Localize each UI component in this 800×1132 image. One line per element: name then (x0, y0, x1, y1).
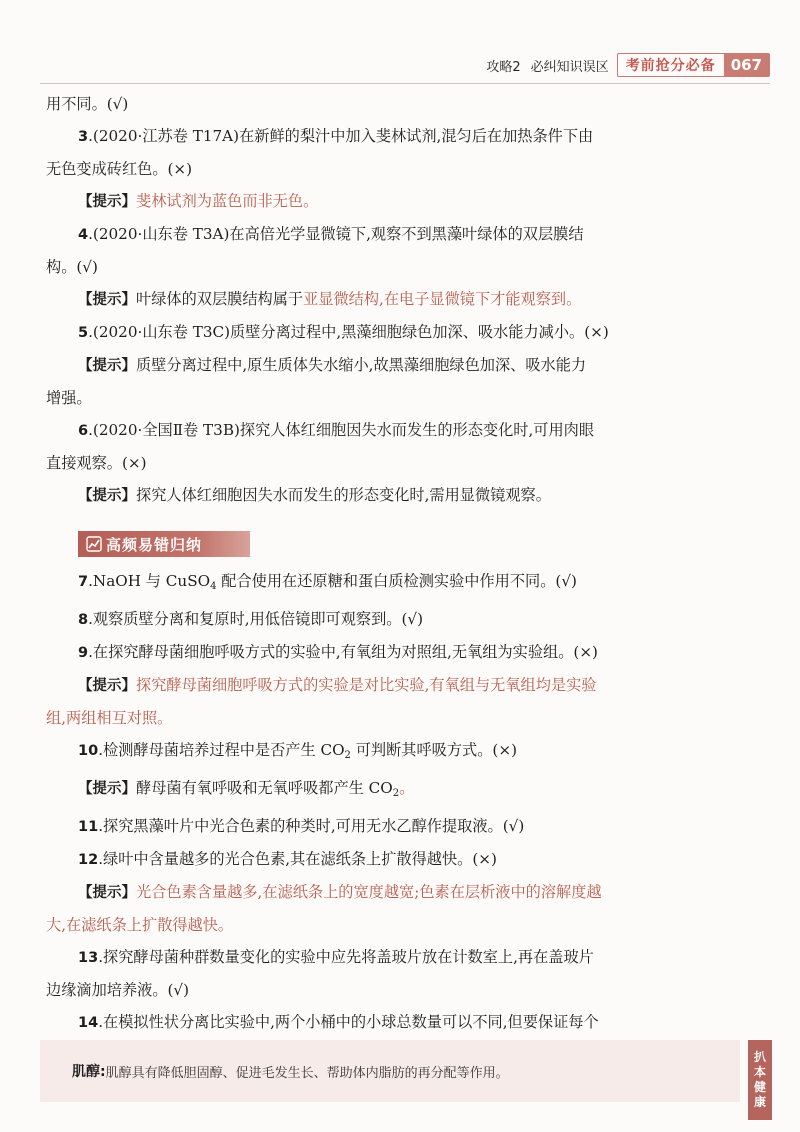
line-text: 酵母菌有氧呼吸和无氧呼吸都产生 CO (136, 779, 393, 797)
item-number: 11 (78, 819, 99, 835)
item-number: 6 (78, 423, 89, 439)
text-line (46, 88, 752, 120)
line-text: 构。(√) (46, 258, 98, 276)
page-number: 067 (724, 53, 769, 77)
line-text: .(2020·全国Ⅱ卷 T3B)探究人体红细胞因失水而发生的形态变化时,可用肉眼 (88, 421, 595, 439)
line-text: 用不同。(√) (46, 95, 129, 113)
highlight-text: 探究酵母菌细胞呼吸方式的实验是对比实验,有氧组与无氧组均是实验 (136, 676, 597, 694)
footer-term: 肌醇: (72, 1064, 106, 1080)
line-text: .观察质壁分离和复原时,用低倍镜即可观察到。(√) (88, 610, 424, 628)
highlight-text: 组,两组相互对照。 (46, 709, 173, 727)
main-content (46, 88, 752, 1071)
text-line (46, 479, 752, 512)
text-line (46, 603, 752, 636)
item-number: 9 (78, 645, 89, 661)
text-line (46, 810, 752, 843)
line-text: 直接观察。(×) (46, 454, 147, 472)
text-line (46, 349, 752, 382)
line-text: 增强。 (46, 389, 92, 407)
line-text: .在模拟性状分离比实验中,两个小桶中的小球总数量可以不同,但要保证每个 (98, 1013, 599, 1031)
text-line (46, 251, 752, 283)
text-line (46, 382, 752, 414)
text-line (46, 565, 752, 603)
line-text: 可判断其呼吸方式。(×) (350, 741, 518, 759)
subscript: 4 (210, 581, 217, 592)
breadcrumb (486, 56, 608, 75)
section-title: 高频易错归纳 (106, 535, 203, 554)
breadcrumb-subsection: 必纠知识误区 (530, 59, 609, 75)
text-line (46, 636, 752, 669)
text-line (46, 702, 752, 734)
text-line (46, 843, 752, 876)
line-text: .绿叶中含量越多的光合色素,其在滤纸条上扩散得越快。(×) (98, 850, 497, 868)
text-line (46, 447, 752, 479)
text-line (46, 734, 752, 772)
side-tab-char: 本 (753, 1065, 766, 1079)
text-line (46, 974, 752, 1006)
brand-box (617, 53, 770, 77)
line-text: 叶绿体的双层膜结构属于 (136, 290, 304, 308)
line-text: 配合使用在还原糖和蛋白质检测实验中作用不同。(√) (216, 572, 577, 590)
side-tab (748, 1040, 772, 1120)
highlight-text: 。 (399, 779, 415, 797)
header-divider (40, 83, 770, 84)
text-line (46, 669, 752, 702)
hint-label: 【提示】 (78, 678, 136, 694)
hint-label: 【提示】 (78, 194, 136, 210)
item-number: 14 (78, 1015, 99, 1031)
line-text: .(2020·山东卷 T3C)质壁分离过程中,黑藻细胞绿色加深、吸水能力减小。(×) (88, 323, 609, 341)
highlight-text: 亚显微结构,在电子显微镜下才能观察到。 (303, 290, 582, 308)
text-line (46, 772, 752, 810)
text-line (46, 218, 752, 251)
line-text: .检测酵母菌培养过程中是否产生 CO (98, 741, 345, 759)
text-line (46, 1006, 752, 1039)
hint-label: 【提示】 (78, 885, 136, 901)
block-part-1 (46, 88, 752, 512)
subscript: 2 (392, 788, 400, 799)
line-text: .NaOH 与 CuSO (88, 572, 211, 590)
text-line (46, 283, 752, 316)
hint-label: 【提示】 (78, 292, 136, 308)
text-line (46, 941, 752, 974)
item-number: 13 (78, 950, 99, 966)
line-text: .(2020·山东卷 T3A)在高倍光学显微镜下,观察不到黑藻叶绿体的双层膜结 (88, 225, 584, 243)
page-header (486, 52, 770, 78)
line-text: 探究人体红细胞因失水而发生的形态变化时,需用显微镜观察。 (136, 486, 551, 504)
line-text: .探究酵母菌种群数量变化的实验中应先将盖玻片放在计数室上,再在盖玻片 (98, 948, 594, 966)
line-text: 无色变成砖红色。(×) (46, 160, 193, 178)
line-text: .探究黑藻叶片中光合色素的种类时,可用无水乙醇作提取液。(√) (98, 817, 525, 835)
item-number: 8 (78, 612, 89, 628)
item-number: 12 (78, 852, 99, 868)
line-text: .在探究酵母菌细胞呼吸方式的实验中,有氧组为对照组,无氧组为实验组。(×) (88, 643, 598, 661)
item-number: 3 (78, 129, 89, 145)
highlight-text: 大,在滤纸条上扩散得越快。 (46, 916, 234, 934)
line-text: 质壁分离过程中,原生质体失水缩小,故黑藻细胞绿色加深、吸水能力 (136, 356, 587, 374)
line-text: 边缘滴加培养液。(√) (46, 981, 190, 999)
text-line (46, 909, 752, 941)
line-text: .(2020·江苏卷 T17A)在新鲜的梨汁中加入斐林试剂,混匀后在加热条件下由 (88, 127, 594, 145)
item-number: 10 (78, 743, 99, 759)
item-number: 5 (78, 325, 89, 341)
text-line (46, 120, 752, 153)
chart-trend-icon (86, 536, 102, 552)
footer-text: 肌醇具有降低胆固醇、促进毛发生长、帮助体内脂肪的再分配等作用。 (105, 1065, 509, 1081)
item-number: 4 (78, 227, 89, 243)
brand-title: 考前抢分必备 (625, 58, 716, 74)
text-line (46, 876, 752, 909)
text-line (46, 153, 752, 185)
side-tab-char: 健 (753, 1080, 766, 1094)
breadcrumb-section: 攻略2 (486, 59, 521, 75)
footer-note (40, 1040, 740, 1102)
section-heading (78, 531, 250, 557)
highlight-text: 斐林试剂为蓝色而非无色。 (136, 192, 319, 210)
block-part-2 (46, 565, 752, 1071)
side-tab-char: 康 (753, 1095, 766, 1109)
text-line (46, 414, 752, 447)
hint-label: 【提示】 (78, 781, 136, 797)
highlight-text: 光合色素含量越多,在滤纸条上的宽度越宽;色素在层析液中的溶解度越 (136, 883, 602, 901)
side-tab-char: 扒 (753, 1050, 766, 1064)
item-number: 7 (78, 574, 89, 590)
text-line (46, 316, 752, 349)
hint-label: 【提示】 (78, 488, 136, 504)
hint-label: 【提示】 (78, 358, 136, 374)
subscript: 2 (344, 750, 351, 761)
text-line (46, 185, 752, 218)
